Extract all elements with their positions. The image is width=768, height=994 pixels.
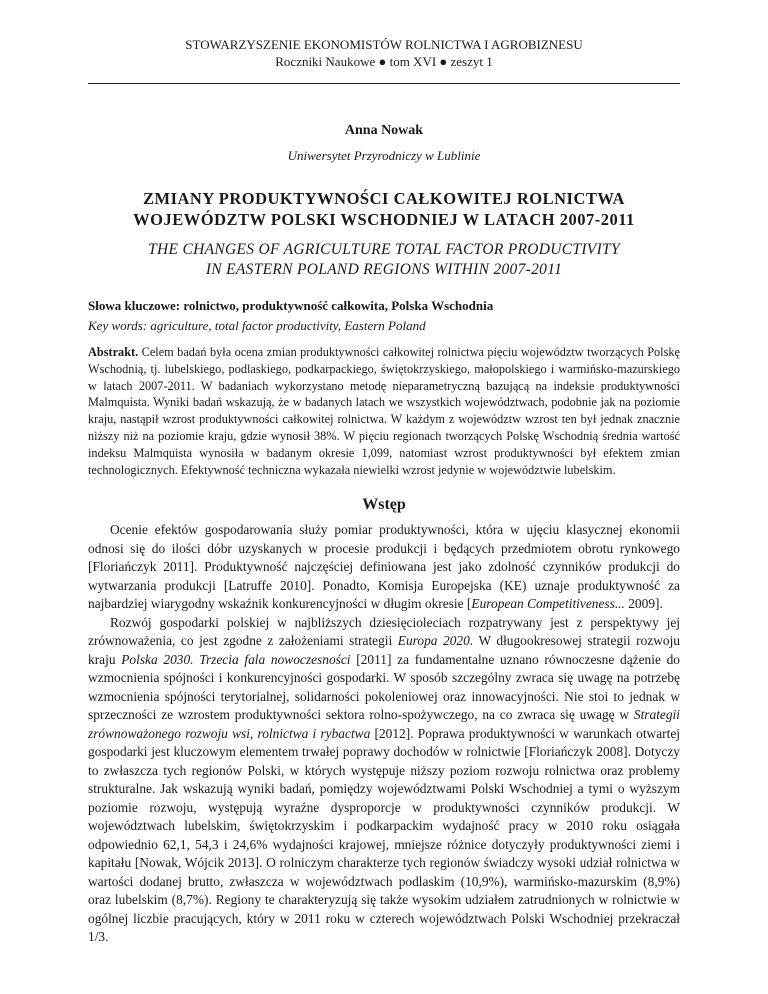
abstract-text: Celem badań była ocena zmian produktywności całkowitej rolnictwa pięciu województw tworzących Polskę Wschodnią, tj. lubelskiego, podlaskiego, podkarpackiego, świętokrzyskiego, małopolskiego i warmińsko-mazurskiego w latach 2007-2011. W badaniach wykorzystano metodę nieparametryczną bazującą na indeksie produktywności Malmquista. Wyniki badań wskazują, że w badanych latach we wszystkich województwach, podobnie jak na poziomie kraju, nastąpił wzrost produktywności całkowitej rolnictwa. W każdym z województw wzrost ten był jednak znacznie niższy niż na poziomie kraju, gdzie wynosił 38%. W pięciu regionach tworzących Polskę Wschodnią średnia wartość indeksu Malmquista wynosiła w badanym okresie 1,099, natomiast wzrost produktywności był efektem zmian technologicznych. Efektywność techniczna wykazała niewielki wzrost jedynie w województwie lubelskim. (88, 345, 680, 477)
paragraph-1-end: 2009]. (624, 596, 663, 611)
paragraph-1-text: Ocenie efektów gospodarowania służy pomiar produktywności, która w ujęciu klasycznej ekonomii odnosi się do ilości dóbr uzyskanych w procesie produkcji i będących przedmiotem obrotu rynkowego [Floriańczyk 2011]. Produktywność najczęściej definiowana jest jako zdolność czynników produkcji do wytwarzania produkcji [Latruffe 2010]. Ponadto, Komisja Europejska (KE) uznaje produktywność za najbardziej wiarygodny wskaźnik konkurencyjności w długim okresie [ (88, 522, 680, 611)
journal-header (88, 36, 680, 70)
paragraph-2-text-d: [2012]. Poprawa produktywności w warunkach otwartej gospodarki jest kluczowym elementem trwałej poprawy dochodów w rolnictwie [Floriańczyk 2008]. Dotyczy to zwłaszcza tych regionów Polski, w których występuje niższy poziom rozwoju rolnictwa oraz problemy strukturalne. Jak wskazują wyniki badań, pomiędzy województwami Polski Wschodniej a tymi o wyższym poziomie rozwoju, występują wyraźne dysproporcje w produktywności czynników produkcji. W województwach lubelskim, świętokrzyskim i podkarpackim wydajność pracy w 2010 roku osiągała odpowiednio 62,1, 54,3 i 24,6% wydajności krajowej, mniejsze różnice dotyczyły produktywności ziemi i kapitału [Nowak, Wójcik 2013]. O rolniczym charakterze tych regionów świadczy wysoki udział rolnictwa w wartości dodanej brutto, zwłaszcza w województwach podlaskim (10,9%), warmińsko-mazurskim (8,9%) oraz lubelskim (8,7%). Regiony te charakteryzują się także wysokim udziałem zatrudnionych w rolnictwie w ogólnej liczbie pracujących, który w 2011 roku w czterech województwach Polski Wschodniej przekraczał 1/3. (88, 725, 680, 944)
citation-polska-2030: Polska 2030. Trzecia fala nowoczesności (121, 651, 351, 667)
body-text (88, 521, 680, 947)
citation-europa-2020: Europa 2020 (397, 633, 470, 648)
abstract (88, 344, 680, 478)
citation-european-competitiveness: European Competitiveness... (471, 596, 625, 611)
abstract-label: Abstrakt. (88, 345, 139, 359)
title-polish-line-1: ZMIANY PRODUKTYWNOŚCI CAŁKOWITEJ ROLNICTWA (143, 189, 625, 208)
citation-strategia: Strategii zrównoważonego rozwoju wsi, rolnictwa i rybactwa (88, 707, 680, 741)
section-heading: Wstęp (362, 496, 406, 513)
title-english-line-2: IN EASTERN POLAND REGIONS WITHIN 2007-2011 (205, 261, 563, 278)
keywords-block (88, 296, 680, 336)
society-name: STOWARZYSZENIE EKONOMISTÓW ROLNICTWA I AGROBIZNESU (185, 37, 583, 52)
header-divider (88, 83, 680, 84)
title-polish (88, 188, 680, 230)
keywords-polish: Słowa kluczowe: rolnictwo, produktywność całkowita, Polska Wschodnia (88, 298, 494, 313)
title-polish-line-2: WOJEWÓDZTW POLSKI WSCHODNIEJ W LATACH 2007-2011 (133, 210, 635, 229)
paragraph-2 (88, 614, 680, 947)
title-english (88, 240, 680, 280)
author-name: Anna Nowak (344, 123, 424, 138)
keywords-english: Key words: agriculture, total factor productivity, Eastern Poland (88, 318, 426, 333)
paragraph-2-text-a: Rozwój gospodarki polskiej w najbliższych dziesięcioleciach rozpatrywany jest z perspektywy jej zrównoważenia, co jest zgodne z założeniami strategii (88, 614, 680, 648)
paragraph-1 (88, 521, 680, 614)
author-affiliation: Uniwersytet Przyrodniczy w Lublinie (287, 148, 481, 163)
paragraph-2-text-b: . W długookresowej strategii rozwoju kraju (88, 633, 680, 667)
title-english-line-1: THE CHANGES OF AGRICULTURE TOTAL FACTOR PRODUCTIVITY (148, 241, 620, 258)
paragraph-2-text-c: [2011] za fundamentalne uznano równoczesne dążenie do wzmocnienia spójności i konkurencyjności gospodarki. W sposób szczególny zwraca się uwagę na potrzebę wzmocnienia spójności terytorialnej, solidarności pokoleniowej oraz innowacyjności. Nie stoi to jednak w sprzeczności ze wzrostem produktywności sektora rolno-spożywczego, na co zwraca się uwagę w (88, 651, 680, 722)
journal-issue: Roczniki Naukowe ● tom XVI ● zeszyt 1 (275, 54, 493, 69)
